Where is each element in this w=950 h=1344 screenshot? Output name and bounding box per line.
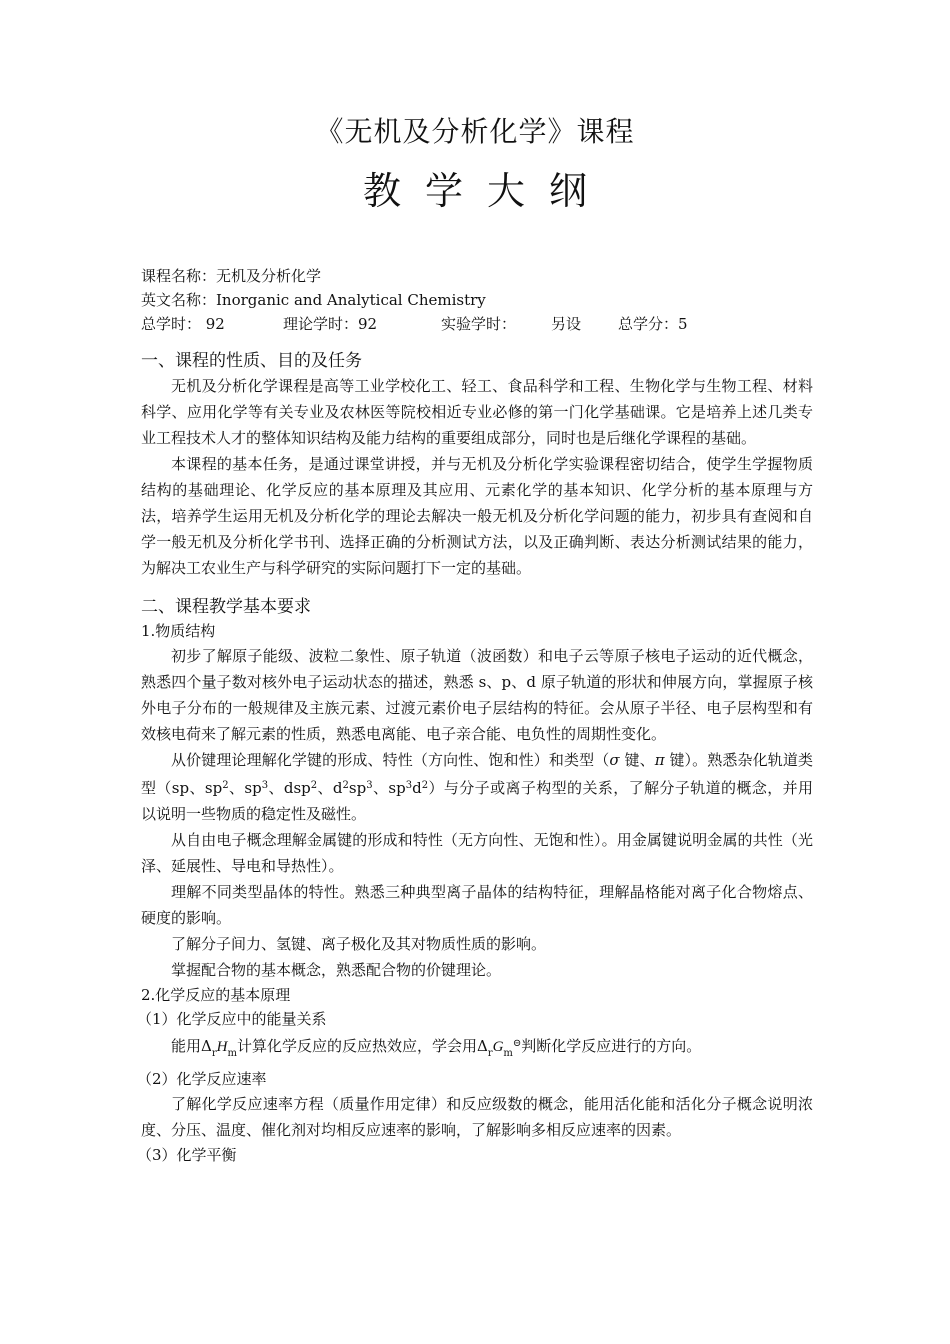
- pi-symbol: π: [654, 751, 665, 769]
- part-heading-energy: （1）化学反应中的能量关系: [137, 1010, 327, 1028]
- paragraph: 掌握配合物的基本概念，熟悉配合物的价键理论。: [171, 961, 502, 979]
- paragraph: 本课程的基本任务，是通过课堂讲授，并与无机及分析化学实验课程密切结合，使学生学握物质结构的基础理论、化学反应的基本原理及其应用、元素化学的基本知识、化学分析的基本原理与方法，培养学生运用无机及分析化学的理论去解决一般无机及分析化学问题的能力，初步具有查阅和自学一般无机及分析化学书刊、选择正确的分析测试方法，以及正确判断、表达分析测试结果的能力，为解决工农业生产与科学研究的实际问题打下一定的基础。: [141, 455, 813, 577]
- syllabus-title: 教学大纲: [362, 169, 611, 213]
- paragraph: 无机及分析化学课程是高等工业学校化工、轻工、食品科学和工程、生物化学与生物工程、材料科学、应用化学等有关专业及农林医等院校相近专业必修的第一门化学基础课。它是培养上述几类专业工程技术人才的整体知识结构及能力结构的重要组成部分，同时也是后继化学课程的基础。: [141, 377, 813, 447]
- section-heading-requirements: 二、课程教学基本要求: [141, 597, 311, 617]
- section-heading-nature: 一、课程的性质、目的及任务: [141, 351, 362, 371]
- enthalpy-symbol: H: [216, 1039, 228, 1055]
- total-hours: 总学时： 92: [141, 315, 225, 333]
- paragraph: 了解分子间力、氢键、离子极化及其对物质性质的影响。: [171, 935, 547, 953]
- lab-note: 另设: [551, 315, 582, 333]
- paragraph: 初步了解原子能级、波粒二象性、原子轨道（波函数）和电子云等原子核电子运动的近代概念，熟悉四个量子数对核外电子运动状态的描述，熟悉 s、p、d 原子轨道的形状和伸展方向，掌握原子核外电子分布的一般规律及主族元素、过渡元素价电子层结构的特征。会从原子半径、电子层构型和有效核电荷来了解元素的性质，熟悉电离能、电子亲合能、电负性的周期性变化。: [141, 647, 813, 743]
- credits: 总学分：5: [618, 315, 688, 333]
- gibbs-symbol: G: [492, 1039, 504, 1055]
- paragraph: 了解化学反应速率方程（质量作用定律）和反应级数的概念，能用活化能和活化分子概念说明浓度、分压、温度、催化剂对均相反应速率的影响，了解影响多相反应速率的因素。: [141, 1095, 813, 1139]
- course-title: 《无机及分析化学》课程: [315, 115, 635, 148]
- standard-state-icon: ⊝: [512, 1038, 522, 1049]
- part-heading-rate: （2）化学反应速率: [137, 1070, 267, 1088]
- subsection-heading-structure: 1.物质结构: [141, 622, 216, 640]
- part-heading-equilibrium: （3）化学平衡: [137, 1146, 237, 1164]
- subsection-heading-principles: 2.化学反应的基本原理: [141, 986, 291, 1004]
- formula-paragraph: 能用$\Delta_rH_m$计算化学反应的反应热效应，学会用$\Delta_rG_m^⊝$判断化学反应进行的方向。: [171, 1037, 702, 1059]
- paragraph: 理解不同类型晶体的特性。熟悉三种典型离子晶体的结构特征，理解晶格能对离子化合物熔点、硬度的影响。: [141, 883, 813, 927]
- theory-hours: 理论学时：92: [283, 315, 378, 333]
- paragraph-chemical-bond: 从价键理论理解化学键的形成、特性（方向性、饱和性）和类型（σ 键、π 键）。熟悉杂化轨道类型（sp、$sp^2$、$sp^3$、dsp$^2$、$d^2sp^3$、$sp^3d^2$）与分子或离子构型的关系，了解分子轨道的概念，并用以说明一些物质的稳定性及磁性。: [141, 751, 814, 823]
- course-name: 课程名称：无机及分析化学: [141, 267, 322, 285]
- lab-hours: 实验学时：: [441, 315, 517, 333]
- hours-line: [141, 312, 813, 336]
- english-name: 英文名称：Inorganic and Analytical Chemistry: [141, 291, 486, 309]
- paragraph: 从自由电子概念理解金属键的形成和特性（无方向性、无饱和性）。用金属键说明金属的共性（光泽、延展性、导电和导热性）。: [141, 831, 813, 875]
- sigma-symbol: σ: [609, 751, 620, 769]
- document-body: [137, 264, 814, 1167]
